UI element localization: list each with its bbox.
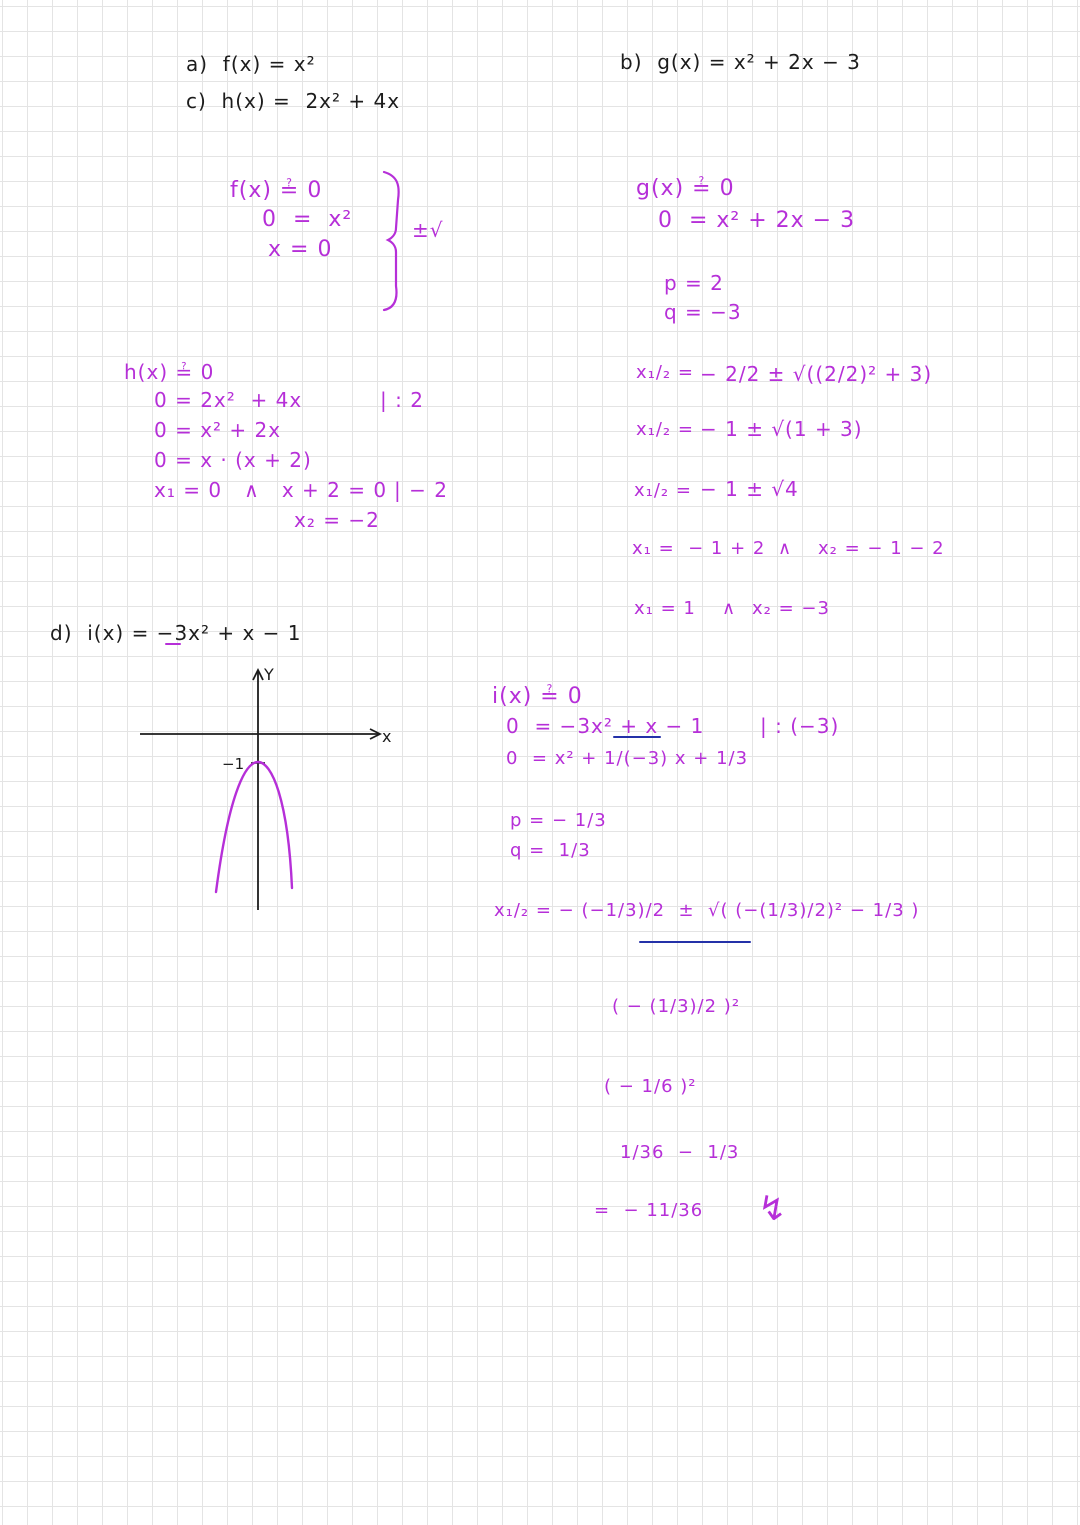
y-axis-label: Y [264, 665, 274, 684]
solution-c-line-1: h(x) ≟ 0 [124, 360, 215, 384]
solution-d-line-3: 0 = x² + 1/(−3) x + 1/3 [506, 748, 749, 769]
solution-c-line-3: 0 = x² + 2x [154, 418, 282, 442]
solution-d-line-1: i(x) ≟ 0 [492, 684, 583, 709]
solution-d-p: p = − 1/3 [510, 810, 607, 831]
solution-c-line-5-note: | − 2 [394, 478, 448, 502]
solution-b-and-2: ∧ [722, 598, 737, 619]
solution-b-x12-line-3: − 1 ± √4 [700, 477, 799, 501]
solution-c-line-6: x₂ = −2 [294, 508, 380, 532]
solution-b-line-1: g(x) ≟ 0 [636, 176, 735, 201]
solution-d-x12: x₁/₂ = − (−1/3)/2 ± √( (−(1/3)/2)² − 1/3 ) [494, 900, 920, 921]
solution-b-x1-step: x₁ = − 1 + 2 [632, 538, 766, 559]
solution-b-line-2: 0 = x² + 2x − 3 [658, 208, 856, 233]
task-b-heading: b) g(x) = x² + 2x − 3 [620, 50, 861, 74]
solution-b-x12-line-1: − 2/2 ± √((2/2)² + 3) [700, 362, 933, 386]
solution-b-and-1: ∧ [778, 538, 793, 559]
solution-b-x2-step: x₂ = − 1 − 2 [818, 538, 945, 559]
task-c-heading: c) h(x) = 2x² + 4x [186, 89, 401, 113]
solution-b-x12-label-2: x₁/₂ = [636, 419, 694, 440]
solution-b-x1-result: x₁ = 1 [634, 598, 696, 619]
solution-d-step-3: 1/36 − 1/3 [620, 1142, 740, 1163]
task-a-heading: a) f(x) = x² [186, 52, 316, 76]
solution-d-step-2: ( − 1/6 )² [604, 1076, 697, 1097]
solution-d-q: q = 1/3 [510, 840, 591, 861]
solution-a-line-1: f(x) ≟ 0 [230, 178, 323, 203]
solution-d-step-4: = − 11/36 [594, 1200, 704, 1221]
solution-c-line-2: 0 = 2x² + 4x [154, 388, 303, 412]
tick-label-minus-1: −1 [222, 755, 245, 773]
coordinate-axes [140, 665, 391, 910]
solution-a-note: ±√ [412, 218, 444, 242]
solution-b-x12-label-1: x₁/₂ = [636, 362, 694, 383]
solution-b-x12-line-2: − 1 ± √(1 + 3) [700, 417, 863, 441]
solution-d-line-2: 0 = −3x² + x − 1 [506, 714, 705, 738]
task-d-heading: d) i(x) = −3x² + x − 1 [50, 621, 302, 645]
solution-c-line-2-note: | : 2 [380, 388, 424, 412]
solution-c-line-4: 0 = x · (x + 2) [154, 448, 312, 472]
solution-d-step-1: ( − (1/3)/2 )² [612, 996, 741, 1017]
solution-d-line-2-note: | : (−3) [760, 714, 840, 738]
solution-b-x2-result: x₂ = −3 [752, 598, 830, 619]
solution-a-brace [384, 172, 399, 310]
parabola-curve [216, 762, 292, 892]
solution-a-line-3: x = 0 [268, 237, 333, 262]
contradiction-symbol: ↯ [758, 1189, 788, 1229]
x-axis-label: x [382, 727, 392, 746]
solution-b-p: p = 2 [664, 271, 724, 295]
solution-b-x12-label-3: x₁/₂ = [634, 480, 692, 501]
solution-a-line-2: 0 = x² [262, 207, 353, 232]
solution-b-q: q = −3 [664, 300, 742, 324]
solution-c-line-5: x₁ = 0 ∧ x + 2 = 0 [154, 478, 388, 502]
